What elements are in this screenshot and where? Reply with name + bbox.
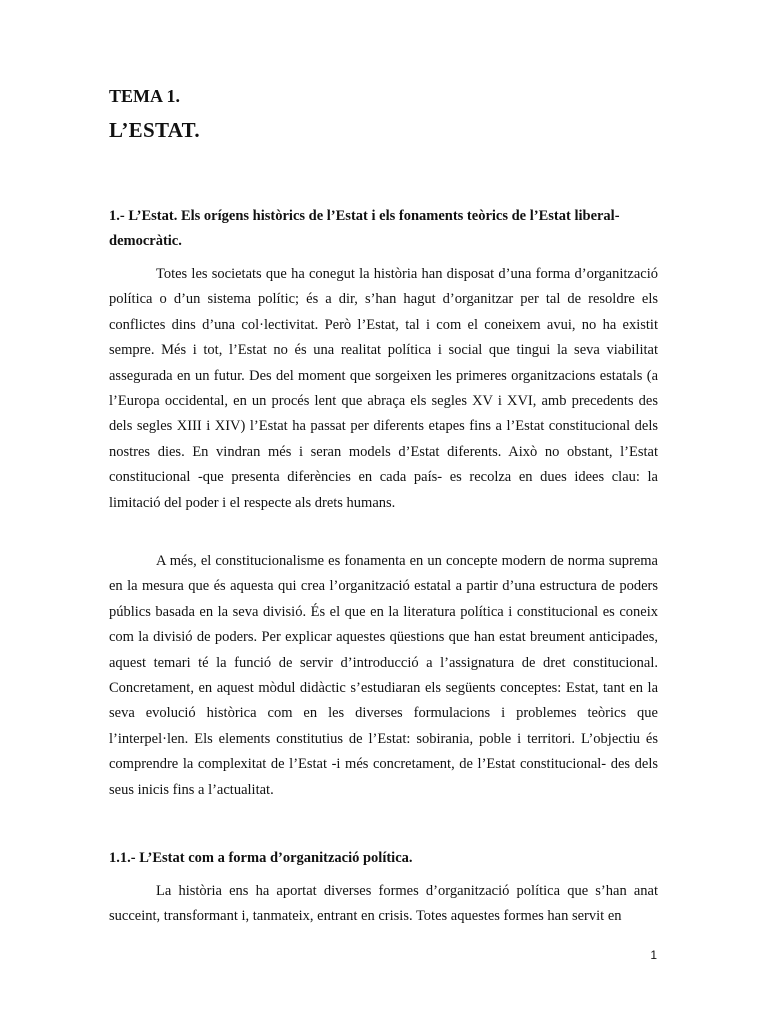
chapter-title: L’ESTAT. <box>109 118 200 142</box>
section-heading-1: 1.- L’Estat. Els orígens històrics de l’Estat i els fonaments teòrics de l’Estat liberal-democràtic. <box>109 208 620 249</box>
page-number: 1 <box>650 948 657 962</box>
chapter-number: TEMA 1. <box>109 86 181 106</box>
body-paragraph-3: La història ens ha aportat diverses formes d’organització política que s’han anat succeint, transformant i, tanmateix, entrant en crisis. Totes aquestes formes han servit en <box>109 883 658 925</box>
section-heading-1-1: 1.1.- L’Estat com a forma d’organització política. <box>109 850 413 866</box>
body-paragraph-1: Totes les societats que ha conegut la història han disposat d’una forma d’organització política o d’un sistema polític; és a dir, s’han hagut d’organitzar per tal de resoldre els conflictes dins d’una col·lectivitat. Però l’Estat, tal i com el coneixem avui, no ha existit sempre. Més i tot, l’Estat no és una realitat política i social que tingui la seva viabilitat assegurada en un futur. Des del moment que sorgeixen les primeres organitzacions estatals (a l’Europa occidental, en un procés lent que abraça els segles XV i XVI, amb precedents des dels segles XIII i XIV) l’Estat ha passat per diferents etapes fins a l’Estat constitucional dels nostres dies. En vindran més i seran models d’Estat diferents. Això no obstant, l’Estat constitucional -que presenta diferències en cada país- es recolza en dues idees clau: la limitació del poder i el respecte als drets humans. <box>109 266 658 511</box>
body-paragraph-2: A més, el constitucionalisme es fonamenta en un concepte modern de norma suprema en la mesura que és aquesta qui crea l’organització estatal a partir d’una estructura de poders públics basada en la seva divisió. És el que en la literatura política i constitucional es coneix com la divisió de poders. Per explicar aquestes qüestions que han estat breument anticipades, aquest temari té la funció de servir d’introducció a l’assignatura de dret constitucional. Concretament, en aquest mòdul didàctic s’estudiaran els següents conceptes: Estat, tant en la seva evolució històrica com en les diverses formulacions i problemes teòrics que l’interpel·len. Els elements constitutius de l’Estat: sobirania, poble i territori. L’objectiu és comprendre la complexitat de l’Estat -i més concretament, de l’Estat constitucional- des dels seus inicis fins a l’actualitat. <box>109 553 658 798</box>
